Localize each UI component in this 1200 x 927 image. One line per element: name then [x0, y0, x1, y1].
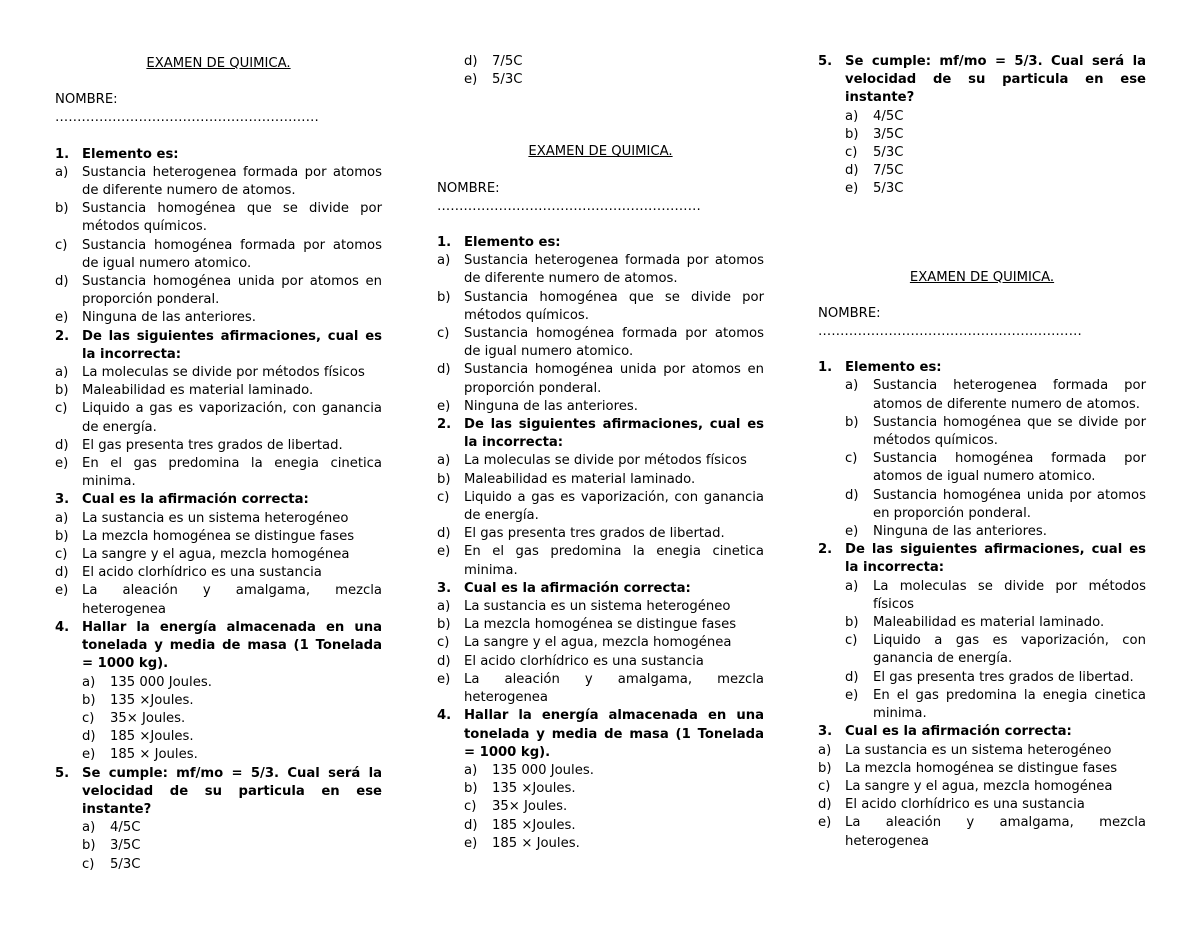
exam-title: EXAMEN DE QUIMICA.: [909, 269, 1055, 285]
option-2b: b) Maleabilidad es material laminado.: [845, 615, 1105, 631]
option-3a: a) La sustancia es un sistema heterogéneo: [818, 742, 1112, 758]
option-1c: c) Sustancia homogénea formada por atomos de igual numero atomico.: [845, 451, 1146, 485]
option-2e: e) En el gas predomina la enegia cinetica minima.: [55, 456, 382, 490]
nombre-label: NOMBRE:: [818, 305, 881, 321]
option-5b: b) 3/5C: [82, 838, 141, 854]
option-3b: b) La mezcla homogénea se distingue fases: [437, 617, 737, 633]
option-5c: c) 5/3C: [82, 856, 141, 872]
option-3b: b) La mezcla homogénea se distingue fases: [55, 528, 355, 544]
option-4c: c) 35× Joules.: [464, 799, 568, 815]
option-3e: e) La aleación y amalgama, mezcla heterogenea: [55, 583, 382, 617]
option-2c: c) Liquido a gas es vaporización, con ganancia de energía.: [845, 633, 1146, 667]
nombre-line: ……………………………………………………: [437, 198, 701, 214]
option-1a: a) Sustancia heterogenea formada por atomos de diferente numero de atomos.: [55, 164, 382, 199]
option-1c: c) Sustancia homogénea formada por atomos de igual numero atomico.: [437, 326, 764, 360]
exam-column-1: [55, 55, 382, 874]
option-5c: c) 5/3C: [845, 145, 904, 161]
option-4e: e) 185 × Joules.: [464, 835, 580, 851]
option-2a: a) La moleculas se divide por métodos físicos: [845, 578, 1146, 612]
option-5d: d) 7/5C: [845, 163, 904, 179]
option-2d: d) El gas presenta tres grados de libertad.: [55, 437, 343, 453]
exam-title: EXAMEN DE QUIMICA.: [146, 56, 291, 71]
option-1d: d) Sustancia homogénea unida por atomos en proporción ponderal.: [437, 362, 764, 396]
option-3e: e) La aleación y amalgama, mezcla heterogenea: [818, 815, 1146, 849]
question-2: 2. De las siguientes afirmaciones, cual es la incorrecta:: [818, 542, 1146, 576]
option-4b: b) 135 ×Joules.: [464, 781, 576, 797]
option-2e: e) En el gas predomina la enegia cinetica minima.: [845, 687, 1146, 722]
option-2b: b) Maleabilidad es material laminado.: [437, 471, 696, 487]
question-1: 1. Elemento es:: [437, 235, 561, 251]
option-1b: b) Sustancia homogénea que se divide por métodos químicos.: [437, 289, 764, 323]
question-1: 1. Elemento es:: [818, 360, 942, 376]
nombre-label: NOMBRE:: [437, 180, 500, 196]
option-1c: c) Sustancia homogénea formada por atomos de igual numero atomico.: [55, 237, 382, 271]
question-2: 2. De las siguientes afirmaciones, cual es la incorrecta:: [437, 417, 764, 451]
question-2: 2. De las siguientes afirmaciones, cual es la incorrecta:: [55, 328, 382, 362]
option-1d: d) Sustancia homogénea unida por atomos en proporción ponderal.: [845, 487, 1146, 521]
option-1b: b) Sustancia homogénea que se divide por métodos químicos.: [55, 201, 382, 235]
option-3d: d) El acido clorhídrico es una sustancia: [55, 565, 322, 581]
option-4e: e) 185 × Joules.: [82, 747, 198, 763]
option-1e: e) Ninguna de las anteriores.: [55, 310, 256, 326]
question-5: 5. Se cumple: mf/mo = 5/3. Cual será la velocidad de su particula en ese instante?: [55, 765, 382, 817]
option-4d: d) 185 ×Joules.: [82, 729, 194, 745]
option-5a: a) 4/5C: [82, 820, 141, 836]
option-4b: b) 135 ×Joules.: [82, 692, 194, 708]
option-1a: a) Sustancia heterogenea formada por atomos de diferente numero de atomos.: [845, 378, 1146, 412]
option-2c: c) Liquido a gas es vaporización, con ganancia de energía.: [437, 489, 764, 524]
exam-column-3: [818, 53, 1146, 851]
option-4a: a) 135 000 Joules.: [82, 674, 212, 690]
option-2a: a) La moleculas se divide por métodos físicos: [437, 453, 747, 469]
exam-column-2: [437, 53, 764, 853]
nombre-line: ……………………………………………………: [818, 324, 1082, 340]
option-2b: b) Maleabilidad es material laminado.: [55, 383, 314, 399]
option-3a: a) La sustancia es un sistema heterogéneo: [55, 510, 349, 526]
option-3c: c) La sangre y el agua, mezcla homogénea: [55, 547, 350, 563]
option-3d: d) El acido clorhídrico es una sustancia: [818, 797, 1085, 813]
option-5a: a) 4/5C: [845, 108, 904, 124]
option-5b: b) 3/5C: [845, 126, 904, 142]
option-2e: e) En el gas predomina la enegia cinetica minima.: [437, 544, 764, 578]
option-1e: e) Ninguna de las anteriores.: [845, 524, 1047, 540]
option-5e-continued: e) 5/3C: [464, 72, 523, 88]
option-3c: c) La sangre y el agua, mezcla homogénea: [818, 778, 1113, 794]
exam-title: EXAMEN DE QUIMICA.: [528, 144, 673, 160]
option-3b: b) La mezcla homogénea se distingue fases: [818, 760, 1118, 776]
option-2a: a) La moleculas se divide por métodos físicos: [55, 365, 365, 381]
option-5e: e) 5/3C: [845, 181, 904, 197]
option-3e: e) La aleación y amalgama, mezcla heterogenea: [437, 671, 764, 706]
option-1e: e) Ninguna de las anteriores.: [437, 398, 638, 414]
question-3: 3. Cual es la afirmación correcta:: [437, 580, 691, 596]
question-4: 4. Hallar la energía almacenada en una tonelada y media de masa (1 Tonelada = 1000 kg).: [437, 708, 764, 760]
option-1b: b) Sustancia homogénea que se divide por métodos químicos.: [845, 414, 1146, 449]
option-2d: d) El gas presenta tres grados de libertad.: [845, 669, 1134, 685]
option-1d: d) Sustancia homogénea unida por atomos en proporción ponderal.: [55, 274, 382, 308]
option-4a: a) 135 000 Joules.: [464, 762, 594, 778]
option-3c: c) La sangre y el agua, mezcla homogénea: [437, 635, 732, 651]
option-5d-continued: d) 7/5C: [464, 54, 523, 69]
nombre-label: NOMBRE:: [55, 92, 118, 108]
option-4c: c) 35× Joules.: [82, 710, 186, 726]
question-3: 3. Cual es la afirmación correcta:: [818, 724, 1072, 740]
option-1a: a) Sustancia heterogenea formada por atomos de diferente numero de atomos.: [437, 253, 764, 287]
option-4d: d) 185 ×Joules.: [464, 817, 576, 833]
question-1: 1. Elemento es:: [55, 146, 179, 162]
question-3: 3. Cual es la afirmación correcta:: [55, 492, 309, 508]
option-3d: d) El acido clorhídrico es una sustancia: [437, 653, 704, 669]
option-3a: a) La sustancia es un sistema heterogéneo: [437, 599, 731, 615]
question-4: 4. Hallar la energía almacenada en una tonelada y media de masa (1 Tonelada = 1000 kg).: [55, 619, 382, 672]
option-2d: d) El gas presenta tres grados de libertad.: [437, 526, 725, 542]
nombre-line: ……………………………………………………: [55, 110, 319, 126]
option-2c: c) Liquido a gas es vaporización, con ganancia de energía.: [55, 401, 382, 435]
question-5: 5. Se cumple: mf/mo = 5/3. Cual será la velocidad de su particula en ese instante?: [818, 54, 1146, 106]
